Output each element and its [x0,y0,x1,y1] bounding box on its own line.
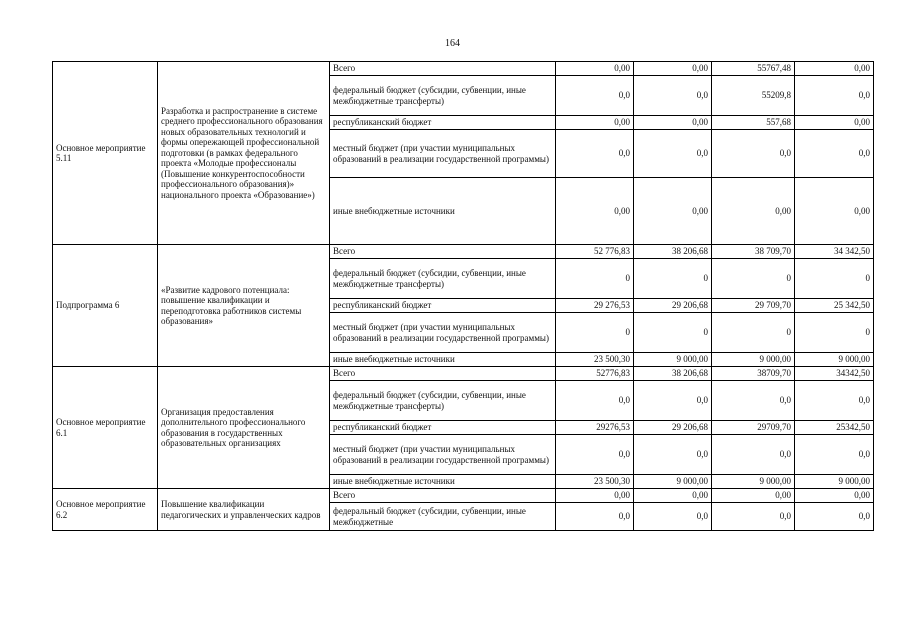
value-cell: 0,00 [556,178,634,245]
value-cell: 0,0 [712,381,795,421]
source-label: федеральный бюджет (субсидии, субвенции, иные межбюджетные [330,503,556,531]
value-cell: 0,0 [712,435,795,475]
source-label: иные внебюджетные источники [330,353,556,367]
value-cell: 0,00 [712,489,795,503]
value-cell: 0,0 [712,130,795,178]
value-cell: 29 206,68 [634,421,712,435]
value-cell: 557,68 [712,116,795,130]
item-description: Повышение квалификации педагогических и управленческих кадров [158,489,330,531]
item-name: Основное мероприятие 6.1 [53,367,158,489]
source-label: федеральный бюджет (субсидии, субвенции, иные межбюджетные трансферты) [330,76,556,116]
value-cell: 0 [634,313,712,353]
value-cell: 0,00 [795,62,874,76]
value-cell: 0,0 [556,130,634,178]
value-cell: 9 000,00 [712,475,795,489]
value-cell: 55209,8 [712,76,795,116]
source-label: республиканский бюджет [330,116,556,130]
page-number: 164 [445,38,460,49]
source-label: Всего [330,245,556,259]
value-cell: 9 000,00 [795,475,874,489]
source-label: Всего [330,367,556,381]
value-cell: 0,00 [795,116,874,130]
value-cell: 0,00 [556,116,634,130]
value-cell: 0,0 [634,130,712,178]
value-cell: 0,0 [556,435,634,475]
value-cell: 23 500,30 [556,353,634,367]
value-cell: 0 [634,259,712,299]
value-cell: 0,00 [634,116,712,130]
value-cell: 0,0 [634,435,712,475]
value-cell: 29709,70 [712,421,795,435]
value-cell: 52776,83 [556,367,634,381]
source-label: иные внебюджетные источники [330,178,556,245]
source-label: иные внебюджетные источники [330,475,556,489]
value-cell: 0 [556,259,634,299]
source-label: местный бюджет (при участии муниципальных образований в реализации государственной программы) [330,313,556,353]
item-name: Подпрограмма 6 [53,245,158,367]
value-cell: 0,0 [795,130,874,178]
value-cell: 0,0 [795,76,874,116]
table-row [53,367,874,381]
value-cell: 0,0 [795,381,874,421]
value-cell: 0,00 [556,62,634,76]
value-cell: 52 776,83 [556,245,634,259]
value-cell: 9 000,00 [712,353,795,367]
value-cell: 0,0 [634,381,712,421]
value-cell: 38 206,68 [634,367,712,381]
value-cell: 0,00 [634,489,712,503]
value-cell: 29276,53 [556,421,634,435]
source-label: Всего [330,489,556,503]
value-cell: 0 [712,259,795,299]
value-cell: 34342,50 [795,367,874,381]
value-cell: 55767,48 [712,62,795,76]
value-cell: 0,0 [556,76,634,116]
table-row [53,245,874,259]
value-cell: 34 342,50 [795,245,874,259]
source-label: федеральный бюджет (субсидии, субвенции, иные межбюджетные трансферты) [330,259,556,299]
item-description: «Развитие кадрового потенциала: повышение квалификации и переподготовка работников системы образования» [158,245,330,367]
value-cell: 0,00 [712,178,795,245]
value-cell: 0,0 [634,503,712,531]
value-cell: 0,00 [795,178,874,245]
value-cell: 0 [556,313,634,353]
source-label: местный бюджет (при участии муниципальных образований в реализации государственной программы) [330,435,556,475]
source-label: республиканский бюджет [330,421,556,435]
item-name: Основное мероприятие 5.11 [53,62,158,245]
value-cell: 0,0 [795,503,874,531]
value-cell: 38709,70 [712,367,795,381]
value-cell: 29 276,53 [556,299,634,313]
value-cell: 0 [795,313,874,353]
value-cell: 38 206,68 [634,245,712,259]
value-cell: 0,0 [556,503,634,531]
value-cell: 29 709,70 [712,299,795,313]
item-name: Основное мероприятие 6.2 [53,489,158,531]
value-cell: 25342,50 [795,421,874,435]
value-cell: 38 709,70 [712,245,795,259]
value-cell: 0,00 [556,489,634,503]
value-cell: 0,00 [634,62,712,76]
source-label: Всего [330,62,556,76]
source-label: местный бюджет (при участии муниципальных образований в реализации государственной программы) [330,130,556,178]
value-cell: 0,00 [795,489,874,503]
item-description: Разработка и распространение в системе среднего профессионального образования новых образовательных технологий и формы опережающей профессиональной подготовки (в рамках федерального проекта «Молодые профессионалы (Повышение конкурентоспособности профессионального образования)» национального проекта «Образование») [158,62,330,245]
value-cell: 9 000,00 [634,353,712,367]
value-cell: 0,0 [556,381,634,421]
value-cell: 23 500,30 [556,475,634,489]
source-label: республиканский бюджет [330,299,556,313]
value-cell: 0,0 [712,503,795,531]
table-row [53,62,874,76]
item-description: Организация предоставления дополнительного профессионального образования в государственных образовательных организациях [158,367,330,489]
value-cell: 9 000,00 [634,475,712,489]
table-row [53,489,874,503]
budget-table [52,61,874,531]
value-cell: 0,00 [634,178,712,245]
value-cell: 0,0 [634,76,712,116]
value-cell: 25 342,50 [795,299,874,313]
value-cell: 0 [712,313,795,353]
value-cell: 0 [795,259,874,299]
source-label: федеральный бюджет (субсидии, субвенции, иные межбюджетные трансферты) [330,381,556,421]
value-cell: 29 206,68 [634,299,712,313]
value-cell: 0,0 [795,435,874,475]
value-cell: 9 000,00 [795,353,874,367]
